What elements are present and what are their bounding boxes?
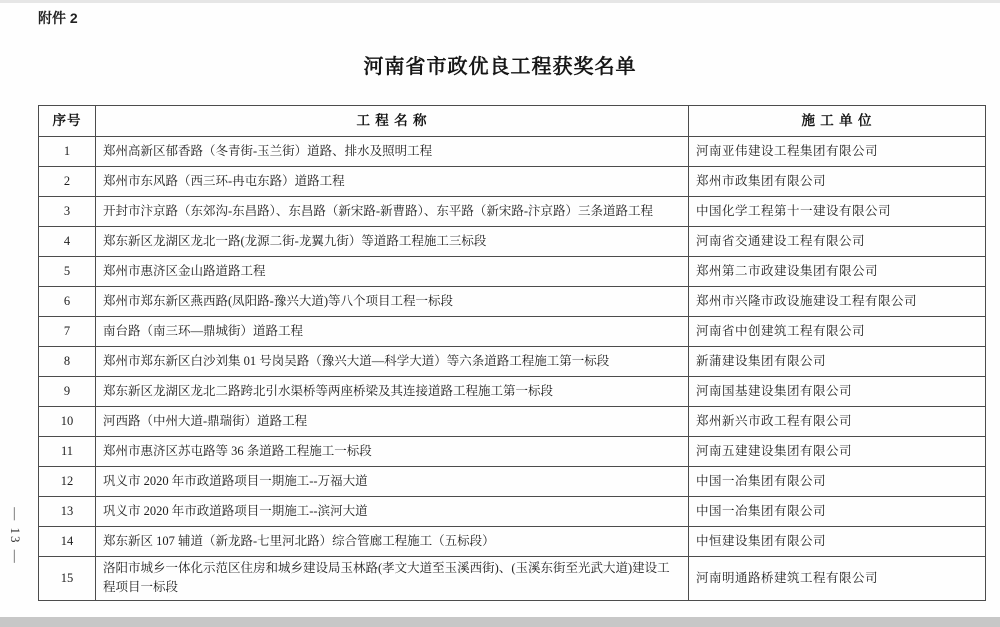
table-row [39,287,986,317]
project-cell: 巩义市 2020 年市政道路项目一期施工--万福大道 [96,467,689,497]
company-cell: 郑州市政集团有限公司 [689,167,986,197]
company-cell: 郑州第二市政建设集团有限公司 [689,257,986,287]
header-construction-unit: 施 工 单 位 [689,106,986,137]
table-row [39,257,986,287]
company-cell: 郑州新兴市政工程有限公司 [689,407,986,437]
table-row [39,557,986,601]
index-cell: 10 [39,407,96,437]
project-cell: 开封市汴京路（东郊沟-东昌路）、东昌路（新宋路-新曹路）、东平路（新宋路-汴京路）三条道路工程 [96,197,689,227]
table-row [39,167,986,197]
index-cell: 4 [39,227,96,257]
table-row [39,347,986,377]
project-cell: 郑东新区 107 辅道（新龙路-七里河北路）综合管廊工程施工（五标段） [96,527,689,557]
project-cell: 郑州市郑东新区白沙刘集 01 号岗吴路（豫兴大道—科学大道）等六条道路工程施工第一标段 [96,347,689,377]
company-cell: 河南省中创建筑工程有限公司 [689,317,986,347]
index-cell: 15 [39,557,96,601]
project-cell: 郑州市惠济区金山路道路工程 [96,257,689,287]
table-row [39,467,986,497]
index-cell: 11 [39,437,96,467]
table-row [39,227,986,257]
award-table [38,105,986,601]
project-cell: 洛阳市城乡一体化示范区住房和城乡建设局玉林路(孝文大道至玉溪西街)、(玉溪东街至光武大道)建设工程项目一标段 [96,557,689,601]
table-row [39,527,986,557]
page-number: — 13 — [8,507,23,565]
table-row [39,197,986,227]
table-row [39,407,986,437]
page-title: 河南省市政优良工程获奖名单 [363,56,637,78]
header-project-name: 工 程 名 称 [96,106,689,137]
project-cell: 河西路（中州大道-鼎瑞街）道路工程 [96,407,689,437]
attachment-label: 附件 2 [38,10,78,26]
table-body [39,137,986,601]
index-cell: 2 [39,167,96,197]
page-bottom-edge [0,617,1000,627]
table-row [39,497,986,527]
project-cell: 郑东新区龙湖区龙北二路跨北引水渠桥等两座桥梁及其连接道路工程施工第一标段 [96,377,689,407]
company-cell: 中国化学工程第十一建设有限公司 [689,197,986,227]
company-cell: 河南五建建设集团有限公司 [689,437,986,467]
company-cell: 中国一冶集团有限公司 [689,467,986,497]
company-cell: 中国一冶集团有限公司 [689,497,986,527]
project-cell: 巩义市 2020 年市政道路项目一期施工--滨河大道 [96,497,689,527]
company-cell: 河南国基建设集团有限公司 [689,377,986,407]
index-cell: 5 [39,257,96,287]
table-header-row [39,106,986,137]
project-cell: 南台路（南三环—鼎城街）道路工程 [96,317,689,347]
project-cell: 郑州市郑东新区燕西路(凤阳路-豫兴大道)等八个项目工程一标段 [96,287,689,317]
index-cell: 1 [39,137,96,167]
table-row [39,317,986,347]
index-cell: 3 [39,197,96,227]
company-cell: 新蒲建设集团有限公司 [689,347,986,377]
company-cell: 河南明通路桥建筑工程有限公司 [689,557,986,601]
project-cell: 郑州市东风路（西三环-冉屯东路）道路工程 [96,167,689,197]
table-row [39,437,986,467]
company-cell: 河南亚伟建设工程集团有限公司 [689,137,986,167]
index-cell: 14 [39,527,96,557]
index-cell: 7 [39,317,96,347]
page-top-edge [0,0,1000,3]
project-cell: 郑东新区龙湖区龙北一路(龙源二街-龙翼九街）等道路工程施工三标段 [96,227,689,257]
table-row [39,137,986,167]
index-cell: 8 [39,347,96,377]
index-cell: 9 [39,377,96,407]
project-cell: 郑州市惠济区苏屯路等 36 条道路工程施工一标段 [96,437,689,467]
index-cell: 6 [39,287,96,317]
company-cell: 河南省交通建设工程有限公司 [689,227,986,257]
table-row [39,377,986,407]
project-cell: 郑州高新区郁香路（冬青街-玉兰街）道路、排水及照明工程 [96,137,689,167]
company-cell: 中恒建设集团有限公司 [689,527,986,557]
header-index: 序号 [39,106,96,137]
table-header [39,106,986,137]
index-cell: 13 [39,497,96,527]
index-cell: 12 [39,467,96,497]
company-cell: 郑州市兴隆市政设施建设工程有限公司 [689,287,986,317]
